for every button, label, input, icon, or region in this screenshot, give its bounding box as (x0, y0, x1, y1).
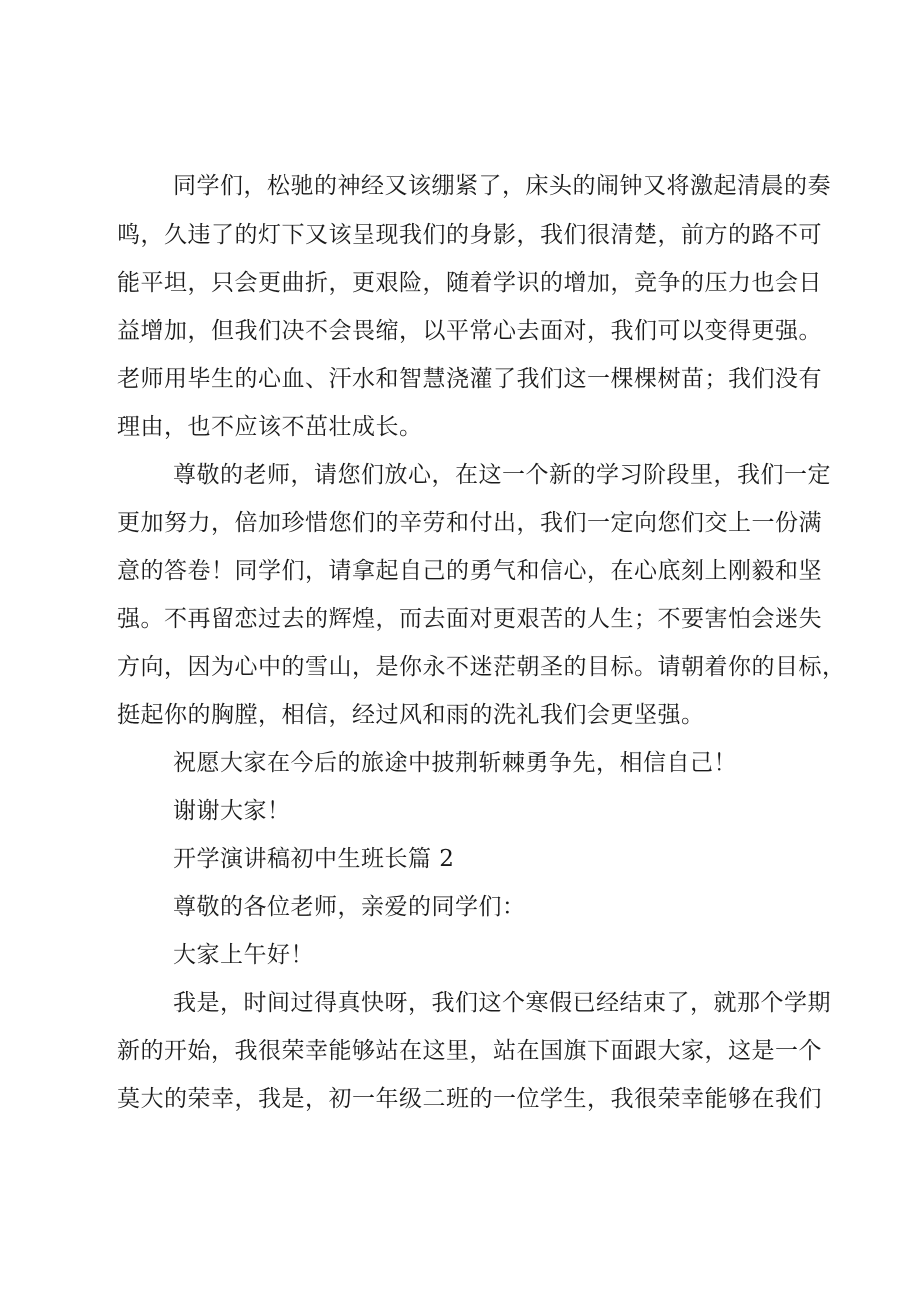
text-line: 同学们，松驰的神经又该绷紧了，床头的闹钟又将激起清晨的奏 (173, 173, 831, 199)
text-line: 尊敬的老师，请您们放心，在这一个新的学习阶段里，我们一定 (173, 462, 831, 488)
text-line: 老师用毕生的心血、汗水和智慧浇灌了我们这一棵棵树苗；我们没有 (117, 366, 822, 392)
section-heading: 开学演讲稿初中生班长篇 2 (173, 846, 455, 872)
text-line: 谢谢大家！ (173, 798, 291, 824)
text-line: 益增加，但我们决不会畏缩，以平常心去面对，我们可以变得更强。 (117, 318, 822, 344)
text-line: 能平坦，只会更曲折，更艰险，随着学识的增加，竞争的压力也会日 (117, 270, 822, 296)
text-line: 挺起你的胸膛，相信，经过风和雨的洗礼我们会更坚强。 (117, 702, 705, 728)
text-line: 理由，也不应该不茁壮成长。 (117, 414, 423, 440)
text-line: 鸣，久违了的灯下又该呈现我们的身影，我们很清楚，前方的路不可 (117, 222, 822, 248)
text-line: 我是，时间过得真快呀，我们这个寒假已经结束了，就那个学期 (173, 990, 831, 1016)
text-line: 大家上午好！ (173, 942, 314, 968)
text-line: 方向，因为心中的雪山，是你永不迷茫朝圣的目标。请朝着你的目标， (117, 654, 846, 680)
text-line: 新的开始，我很荣幸能够站在这里，站在国旗下面跟大家，这是一个 (117, 1038, 822, 1064)
text-line: 莫大的荣幸，我是，初一年级二班的一位学生，我很荣幸能够在我们 (117, 1086, 822, 1112)
text-line: 强。不再留恋过去的辉煌，而去面对更艰苦的人生；不要害怕会迷失 (117, 606, 822, 632)
text-line: 意的答卷！同学们，请拿起自己的勇气和信心，在心底刻上刚毅和坚 (117, 558, 822, 584)
text-line: 更加努力，倍加珍惜您们的辛劳和付出，我们一定向您们交上一份满 (117, 510, 822, 536)
text-line: 祝愿大家在今后的旅途中披荆斩棘勇争先，相信自己！ (173, 750, 737, 776)
text-line: 尊敬的各位老师，亲爱的同学们： (173, 894, 526, 920)
